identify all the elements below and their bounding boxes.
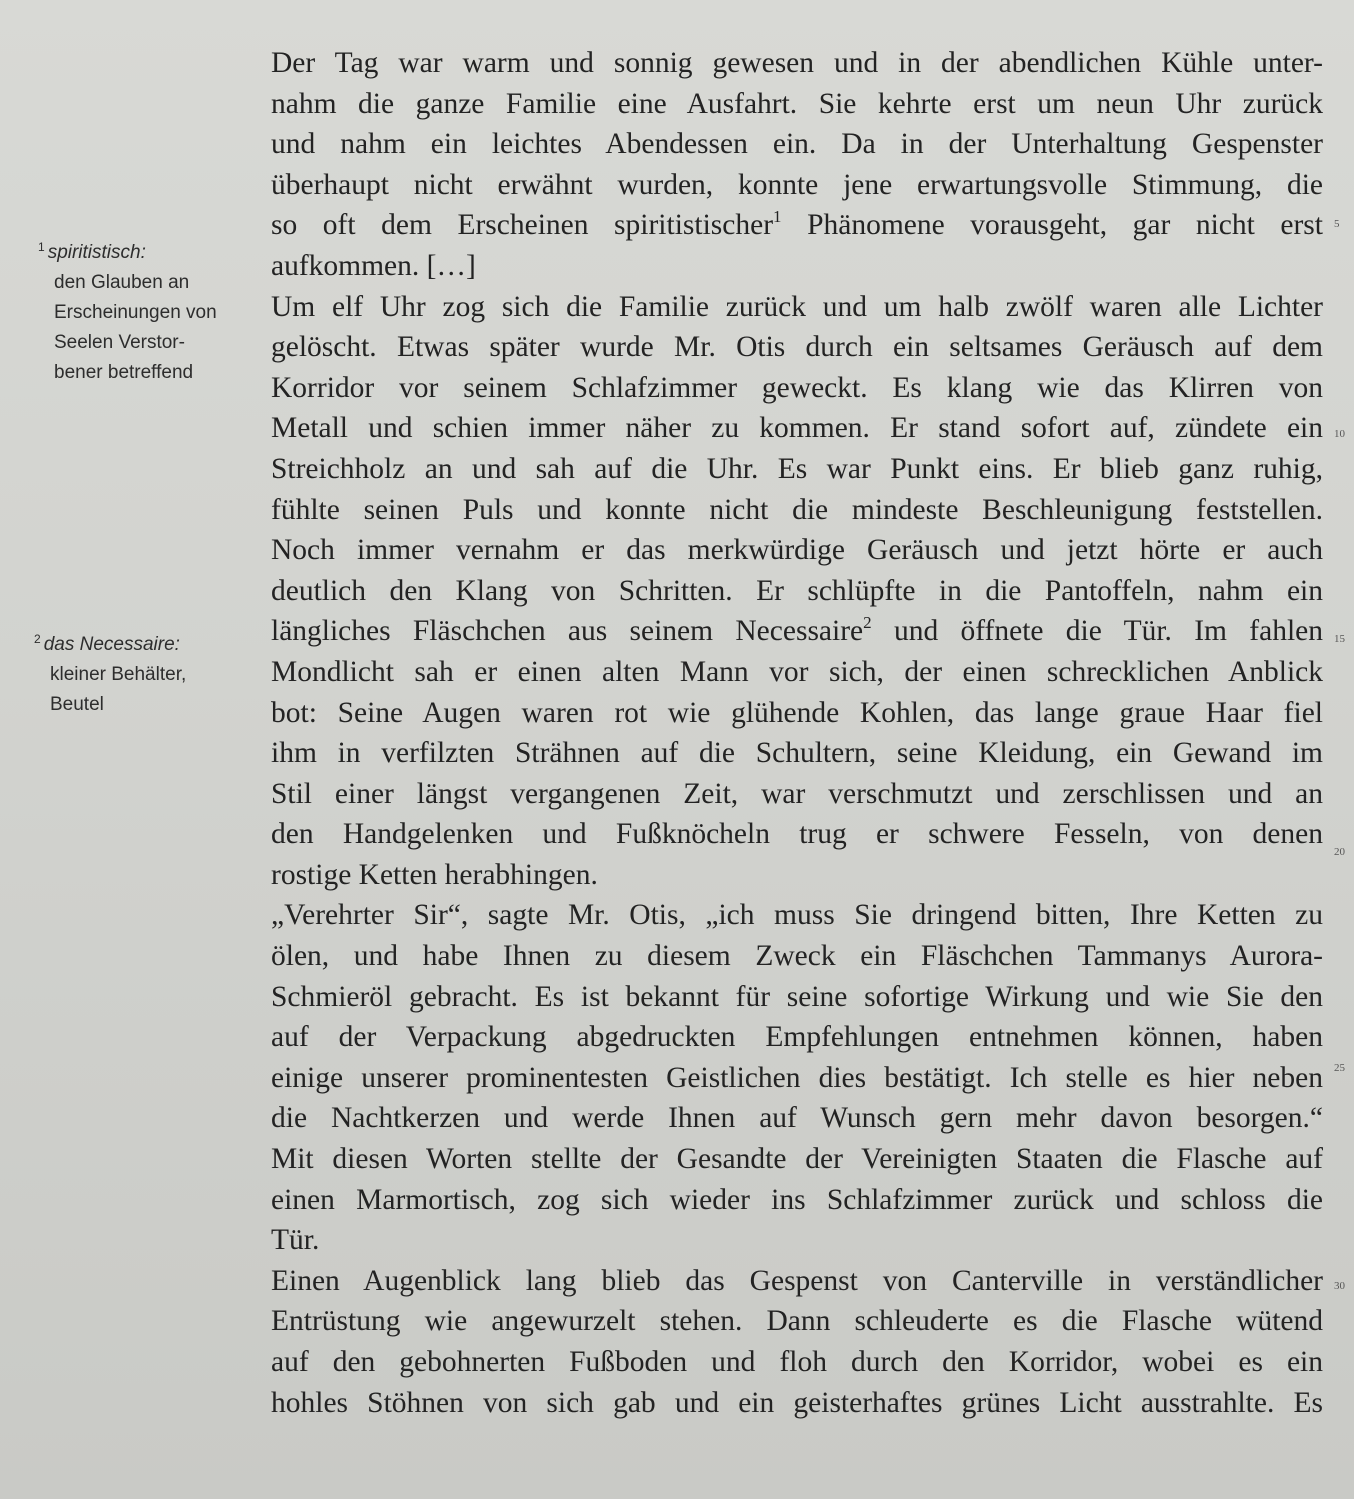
text-line: und nahm ein leichtes Abendessen ein. Da in der Unterhaltung Gespenster	[271, 128, 1323, 161]
text-segment: und öffnete die Tür. Im fahlen	[871, 615, 1323, 648]
footnote-2-number: 2	[34, 632, 41, 646]
text-line: Der Tag war warm und sonnig gewesen und in der abendlichen Kühle unter-	[271, 47, 1323, 79]
text-line: einen Marmortisch, zog sich wieder ins Schlafzimmer zurück und schloss die	[271, 1183, 1323, 1216]
text-line: rostige Ketten herabhingen.	[271, 858, 598, 891]
text-line: Tür.	[271, 1224, 320, 1257]
text-line: aufkommen. […]	[271, 249, 476, 282]
footnote-1-line: Seelen Verstor-	[54, 332, 185, 353]
footnote-1	[38, 232, 238, 388]
line-number: 15	[1334, 633, 1345, 645]
body-text	[271, 43, 1323, 1423]
text-line: hohles Stöhnen von sich gab und ein geisterhaftes grünes Licht ausstrahlte. Es	[271, 1386, 1323, 1419]
text-line: Korridor vor seinem Schlafzimmer geweckt. Es klang wie das Klirren von	[271, 371, 1323, 404]
footnote-1-line: den Glauben an	[54, 272, 190, 293]
text-segment: längliches Fläschchen aus seinem Necessaire	[271, 615, 864, 648]
text-line: auf der Verpackung abgedruckten Empfehlungen entnehmen können, haben	[271, 1021, 1323, 1054]
footnote-ref-1: 1	[773, 207, 782, 227]
text-line: Mit diesen Worten stellte der Gesandte der Vereinigten Staaten die Flasche auf	[271, 1143, 1323, 1176]
text-segment: so oft dem Erscheinen spiritistischer	[271, 209, 774, 242]
text-line: einige unserer prominentesten Geistlichen dies bestätigt. Ich stelle es hier neben	[271, 1061, 1323, 1094]
line-number: 20	[1334, 846, 1345, 858]
text-line: Um elf Uhr zog sich die Familie zurück und um halb zwölf waren alle Lichter	[271, 290, 1323, 323]
footnote-1-term: spiritistisch:	[47, 242, 146, 263]
text-line: deutlich den Klang von Schritten. Er schlüpfte in die Pantoffeln, nahm ein	[271, 574, 1323, 607]
text-line: Entrüstung wie angewurzelt stehen. Dann schleuderte es die Flasche wütend	[271, 1305, 1323, 1338]
footnote-1-line: bener betreffend	[54, 362, 194, 383]
footnote-1-line: Erscheinungen von	[54, 302, 217, 323]
text-line: Einen Augenblick lang blieb das Gespenst von Canterville in verständlicher	[271, 1264, 1323, 1297]
text-line: Metall und schien immer näher zu kommen. Er stand sofort auf, zündete ein	[271, 412, 1323, 445]
line-number: 25	[1334, 1062, 1345, 1074]
text-line: Noch immer vernahm er das merkwürdige Geräusch und jetzt hörte er auch	[271, 534, 1323, 567]
text-line: überhaupt nicht erwähnt wurden, konnte jene erwartungsvolle Stimmung, die	[271, 168, 1323, 201]
text-line	[271, 205, 1323, 246]
footnote-ref-2: 2	[863, 613, 872, 633]
text-line: ölen, und habe Ihnen zu diesem Zweck ein Fläschchen Tammanys Aurora-	[271, 940, 1323, 973]
footnote-1-number: 1	[38, 240, 45, 254]
footnote-2	[34, 624, 234, 720]
text-line: Streichholz an und sah auf die Uhr. Es war Punkt eins. Er blieb ganz ruhig,	[271, 452, 1323, 485]
line-number: 30	[1334, 1280, 1345, 1292]
text-line	[271, 611, 1323, 652]
text-line: auf den gebohnerten Fußboden und floh durch den Korridor, wobei es ein	[271, 1346, 1323, 1378]
text-line: fühlte seinen Puls und konnte nicht die mindeste Beschleunigung feststellen.	[271, 493, 1323, 526]
footnote-2-term: das Necessaire:	[43, 634, 180, 655]
text-line: gelöscht. Etwas später wurde Mr. Otis durch ein seltsames Geräusch auf dem	[271, 331, 1323, 364]
text-line: den Handgelenken und Fußknöcheln trug er schwere Fesseln, von denen	[271, 818, 1323, 851]
footnote-2-line: Beutel	[50, 694, 104, 715]
text-line: Mondlicht sah er einen alten Mann vor sich, der einen schrecklichen Anblick	[271, 655, 1323, 688]
text-line: die Nachtkerzen und werde Ihnen auf Wunsch gern mehr davon besorgen.“	[271, 1102, 1323, 1135]
text-line: bot: Seine Augen waren rot wie glühende Kohlen, das lange graue Haar fiel	[271, 696, 1323, 729]
text-line: Schmieröl gebracht. Es ist bekannt für seine sofortige Wirkung und wie Sie den	[271, 980, 1323, 1013]
line-number: 5	[1334, 218, 1340, 230]
line-number: 10	[1334, 428, 1345, 440]
text-line: Stil einer längst vergangenen Zeit, war verschmutzt und zerschlissen und an	[271, 777, 1323, 810]
footnote-2-line: kleiner Behälter,	[50, 664, 187, 685]
text-segment: Phänomene vorausgeht, gar nicht erst	[781, 209, 1323, 242]
text-line: ihm in verfilzten Strähnen auf die Schultern, seine Kleidung, ein Gewand im	[271, 737, 1323, 770]
text-line: „Verehrter Sir“, sagte Mr. Otis, „ich muss Sie dringend bitten, Ihre Ketten zu	[271, 899, 1323, 932]
text-line: nahm die ganze Familie eine Ausfahrt. Sie kehrte erst um neun Uhr zurück	[271, 87, 1323, 120]
